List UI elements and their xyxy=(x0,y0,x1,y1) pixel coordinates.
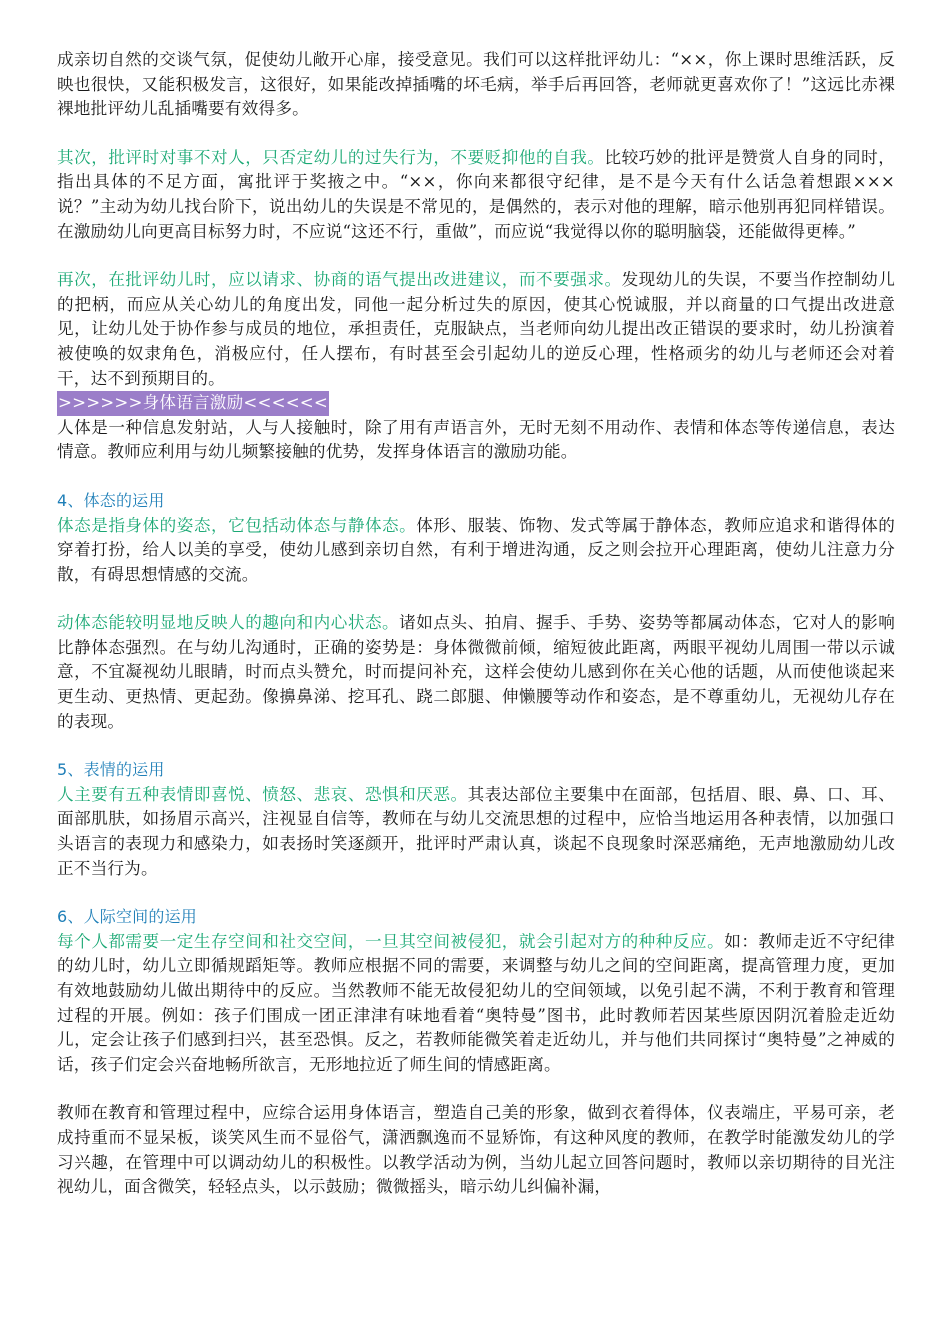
highlight-lead: 动体态能较明显地反映人的趣向和内心状态。 xyxy=(57,613,400,633)
paragraph-posture-static xyxy=(57,514,895,588)
paragraph-criticism-tone xyxy=(57,48,895,122)
highlight-lead: 再次，在批评幼儿时，应以请求、协商的语气提出改进建议，而不要强求。 xyxy=(57,270,622,290)
paragraph-text: 体形、服装、饰物、发式等属于静体态，教师应追求和谐得体的穿着打扮，给人以美的享受，使幼儿感到亲切自然，有利于增进沟通，反之则会拉开心理距离，使幼儿注意力分散，有碍思想情感的交流。 xyxy=(57,515,895,584)
paragraph-text: 发现幼儿的失误，不要当作控制幼儿的把柄，而应从关心幼儿的角度出发，同他一起分析过失的原因，使其心悦诚服，并以商量的口气提出改进意见，让幼儿处于协作参与成员的地位，承担责任，克服缺点，当老师向幼儿提出改正错误的要求时，幼儿扮演着被使唤的奴隶角色，消极应付，任人摆布，有时甚至会引起幼儿的逆反心理，性格顽劣的幼儿与老师还会对着干，达不到预期目的。 xyxy=(57,270,895,388)
document-page xyxy=(57,48,895,1200)
paragraph-text: 成亲切自然的交谈气氛，促使幼儿敞开心扉，接受意见。我们可以这样批评幼儿：“××，你上课时思维活跃，反映也很快，又能积极发言，这很好，如果能改掉插嘴的坏毛病，举手后再回答，老师就更喜欢你了！”这远比赤裸裸地批评幼儿乱插嘴要有效得多。 xyxy=(57,50,895,119)
highlight-lead: 人主要有五种表情即喜悦、愤怒、悲哀、恐惧和厌恶。 xyxy=(57,784,468,804)
highlight-lead: 每个人都需要一定生存空间和社交空间，一旦其空间被侵犯，就会引起对方的种种反应。 xyxy=(57,931,725,951)
paragraph-text: 其表达部位主要集中在面部，包括眉、眼、鼻、口、耳、面部肌肤，如扬眉示高兴，注视显自信等，教师在与幼儿交流思想的过程中，应恰当地运用各种表情，以加强口头语言的表现力和感染力，如表扬时笑逐颜开，批评时严肃认真，谈起不良现象时深恶痛绝，无声地激励幼儿改正不当行为。 xyxy=(57,784,895,878)
paragraph-teacher-image xyxy=(57,1101,895,1199)
heading-personal-space: 6、人际空间的运用 xyxy=(57,907,197,927)
paragraph-request-tone xyxy=(57,268,895,391)
heading-expression: 5、表情的运用 xyxy=(57,760,165,780)
paragraph-text: 人体是一种信息发射站，人与人接触时，除了用有声语言外，无时无刻不用动作、表情和体态等传递信息，表达情意。教师应利用与幼儿频繁接触的优势，发挥身体语言的激励功能。 xyxy=(57,417,895,462)
paragraph-personal-space xyxy=(57,930,895,1078)
paragraph-text: 比较巧妙的批评是赞赏人自身的同时，指出具体的不足方面，寓批评于奖掖之中。“××，你向来都很守纪律，是不是今天有什么话急着想跟×××说？”主动为幼儿找台阶下，说出幼儿的失误是不常见的，是偶然的，表示对他的理解，暗示他别再犯同样错误。在激励幼儿向更高目标努力时，不应说“这还不行，重做”，而应说“我觉得以你的聪明脑袋，还能做得更棒。” xyxy=(57,147,895,241)
highlight-lead: 体态是指身体的姿态，它包括动体态与静体态。 xyxy=(57,515,417,535)
paragraph-posture-dynamic xyxy=(57,611,895,734)
heading-posture: 4、体态的运用 xyxy=(57,490,165,510)
paragraph-text: 如：教师走近不守纪律的幼儿时，幼儿立即循规蹈矩等。教师应根据不同的需要，来调整与幼儿之间的空间距离，提高管理力度，更加有效地鼓励幼儿做出期待中的反应。当然教师不能无故侵犯幼儿的空间领域，以免引起不满，不利于教育和管理过程的开展。例如：孩子们围成一团正津津有味地看着“奥特曼”图书，此时教师若因某些原因阴沉着脸走近幼儿，定会让孩子们感到扫兴，甚至恐惧。反之，若教师能微笑着走近幼儿，并与他们共同探讨“奥特曼”之神威的话，孩子们定会兴奋地畅所欲言，无形地拉近了师生间的情感距离。 xyxy=(57,931,895,1074)
banner-body-language: >>>>>>身体语言激励<<<<<< xyxy=(57,391,329,416)
highlight-lead: 其次，批评时对事不对人，只否定幼儿的过失行为，不要贬抑他的自我。 xyxy=(57,147,605,167)
paragraph-text: 诸如点头、拍肩、握手、手势、姿势等都属动体态，它对人的影响比静体态强烈。在与幼儿沟通时，正确的姿势是：身体微微前倾，缩短彼此距离，两眼平视幼儿周围一带以示诚意，不宜凝视幼儿眼睛，时而点头赞允，时而提问补充，这样会使幼儿感到你在关心他的话题，从而使他谈起来更生动、更热情、更起劲。像擤鼻涕、挖耳孔、跷二郎腿、伸懒腰等动作和姿态，是不尊重幼儿，无视幼儿存在的表现。 xyxy=(57,613,895,731)
paragraph-criticize-behavior xyxy=(57,146,895,244)
paragraph-body-language-intro xyxy=(57,416,895,465)
paragraph-expression xyxy=(57,783,895,881)
section-banner xyxy=(57,391,895,416)
paragraph-text: 教师在教育和管理过程中，应综合运用身体语言，塑造自己美的形象，做到衣着得体，仪表端庄，平易可亲，老成持重而不显呆板，谈笑风生而不显俗气，潇洒飘逸而不显矫饰，有这种风度的教师，在教学时能激发幼儿的学习兴趣，在管理中可以调动幼儿的积极性。以教学活动为例，当幼儿起立回答问题时，教师以亲切期待的目光注视幼儿，面含微笑，轻轻点头，以示鼓励；微微摇头，暗示幼儿纠偏补漏， xyxy=(57,1103,895,1197)
